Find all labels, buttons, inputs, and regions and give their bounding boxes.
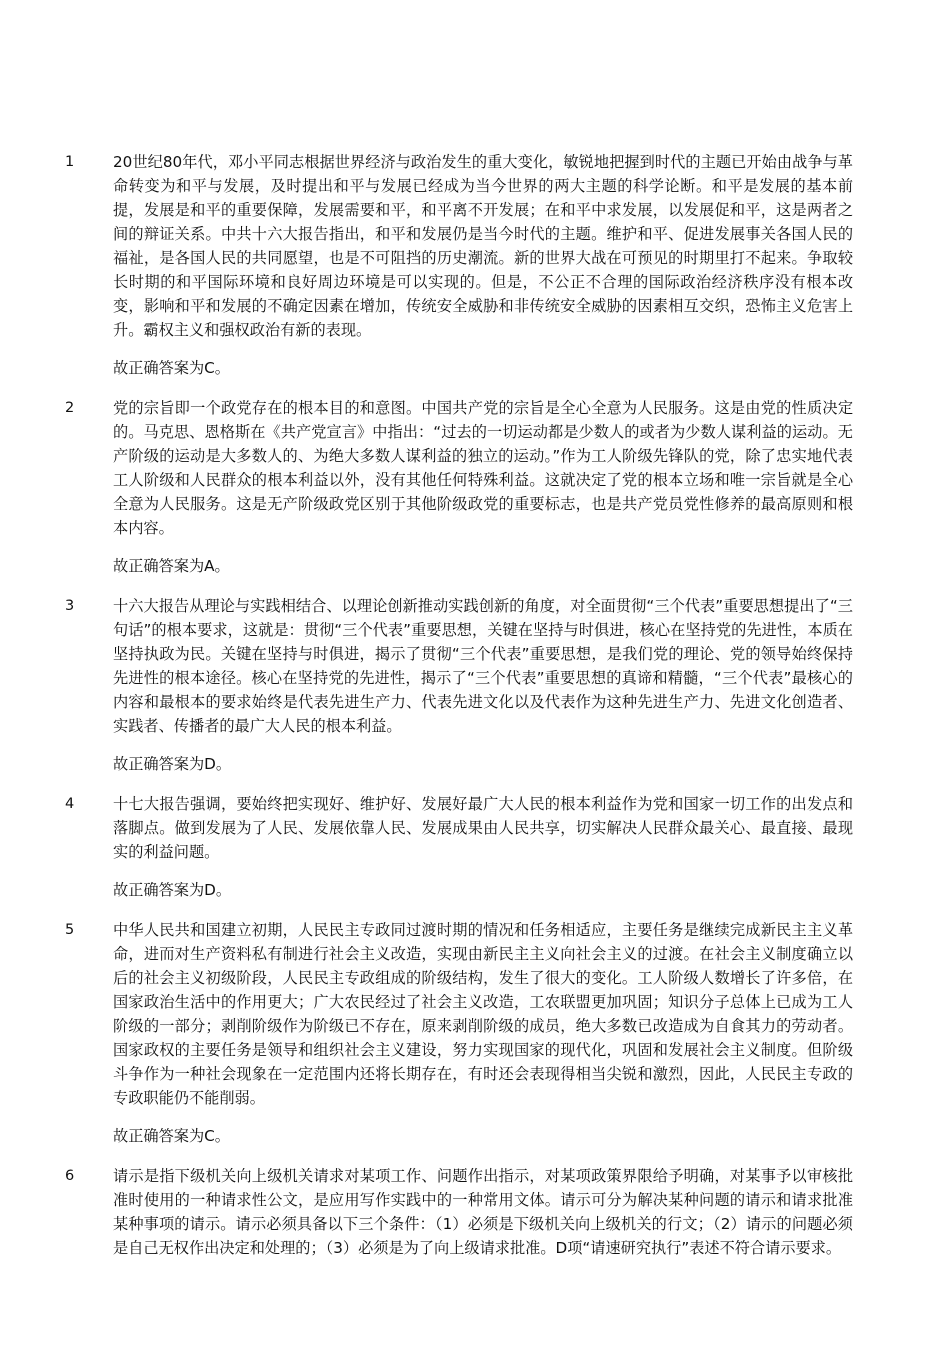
- explanation-text: 党的宗旨即一个政党存在的根本目的和意图。中国共产党的宗旨是全心全意为人民服务。这是由党的性质决定的。马克思、恩格斯在《共产党宣言》中指出：“过去的一切运动都是少数人的或者为少数人谋利益的运动。无产阶级的运动是大多数人的、为绝大多数人谋利益的独立的运动。”作为工人阶级先锋队的党，除了忠实地代表工人阶级和人民群众的根本利益以外，没有其他任何特殊利益。这就决定了党的根本立场和唯一宗旨就是全心全意为人民服务。这是无产阶级政党区别于其他阶级政党的重要标志，也是共产党员党性修养的最高原则和根本内容。: [113, 399, 853, 537]
- answer-line: 故正确答案为A。: [113, 557, 230, 575]
- explanation-text: 20世纪80年代，邓小平同志根据世界经济与政治发生的重大变化，敏锐地把握到时代的主题已开始由战争与革命转变为和平与发展，及时提出和平与发展已经成为当今世界的两大主题的科学论断。和平是发展的基本前提，发展是和平的重要保障，发展需要和平，和平离不开发展；在和平中求发展，以发展促和平，这是两者之间的辩证关系。中共十六大报告指出，和平和发展仍是当今时代的主题。维护和平、促进发展事关各国人民的福祉，是各国人民的共同愿望，也是不可阻挡的历史潮流。新的世界大战在可预见的时期里打不起来。争取较长时期的和平国际环境和良好周边环境是可以实现的。但是，不公正不合理的国际政治经济秩序没有根本改变，影响和平和发展的不确定因素在增加，传统安全威胁和非传统安全威胁的因素相互交织，恐怖主义危害上升。霸权主义和强权政治有新的表现。: [113, 153, 853, 339]
- explanation-item-5: [0, 918, 853, 1148]
- item-number: 4: [65, 796, 75, 812]
- explanation-text: 中华人民共和国建立初期，人民民主专政同过渡时期的情况和任务相适应，主要任务是继续完成新民主主义革命，进而对生产资料私有制进行社会主义改造，实现由新民主主义向社会主义的过渡。在社会主义制度确立以后的社会主义初级阶段，人民民主专政组成的阶级结构，发生了很大的变化。工人阶级人数增长了许多倍，在国家政治生活中的作用更大；广大农民经过了社会主义改造，工农联盟更加巩固；知识分子总体上已成为工人阶级的一部分；剥削阶级作为阶级已不存在，原来剥削阶级的成员，绝大多数已改造成为自食其力的劳动者。国家政权的主要任务是领导和组织社会主义建设，努力实现国家的现代化，巩固和发展社会主义制度。但阶级斗争作为一种社会现象在一定范围内还将长期存在，有时还会表现得相当尖锐和激烈，因此，人民民主专政的专政职能仍不能削弱。: [113, 921, 853, 1107]
- explanation-item-2: [0, 396, 853, 578]
- item-number: 6: [65, 1168, 75, 1184]
- explanation-item-1: [0, 150, 853, 380]
- answer-line: 故正确答案为D。: [113, 881, 232, 899]
- answer-line: 故正确答案为D。: [113, 755, 232, 773]
- answer-explanations: [0, 150, 950, 1276]
- explanation-text: 十六大报告从理论与实践相结合、以理论创新推动实践创新的角度，对全面贯彻“三个代表”重要思想提出了“三句话”的根本要求，这就是：贯彻“三个代表”重要思想，关键在坚持与时俱进，核心在坚持党的先进性，本质在坚持执政为民。关键在坚持与时俱进，揭示了贯彻“三个代表”重要思想，是我们党的理论、党的领导始终保持先进性的根本途径。核心在坚持党的先进性，揭示了“三个代表”重要思想的真谛和精髓，“三个代表”最核心的内容和最根本的要求始终是代表先进生产力、代表先进文化以及代表作为这种先进生产力、先进文化创造者、实践者、传播者的最广大人民的根本利益。: [113, 597, 853, 735]
- explanation-text: 十七大报告强调，要始终把实现好、维护好、发展好最广大人民的根本利益作为党和国家一切工作的出发点和落脚点。做到发展为了人民、发展依靠人民、发展成果由人民共享，切实解决人民群众最关心、最直接、最现实的利益问题。: [113, 795, 853, 861]
- explanation-item-6: [0, 1164, 853, 1260]
- item-number: 5: [65, 922, 75, 938]
- item-number: 3: [65, 598, 75, 614]
- answer-line: 故正确答案为C。: [113, 1127, 230, 1145]
- explanation-text: 请示是指下级机关向上级机关请求对某项工作、问题作出指示，对某项政策界限给予明确，对某事予以审核批准时使用的一种请求性公文，是应用写作实践中的一种常用文体。请示可分为解决某种问题的请示和请求批准某种事项的请示。请示必须具备以下三个条件：（1）必须是下级机关向上级机关的行文；（2）请示的问题必须是自己无权作出决定和处理的；（3）必须是为了向上级请求批准。D项“请速研究执行”表述不符合请示要求。: [113, 1167, 853, 1257]
- item-number: 2: [65, 400, 75, 416]
- item-number: 1: [65, 154, 75, 170]
- explanation-item-3: [0, 594, 853, 776]
- answer-line: 故正确答案为C。: [113, 359, 230, 377]
- explanation-item-4: [0, 792, 853, 902]
